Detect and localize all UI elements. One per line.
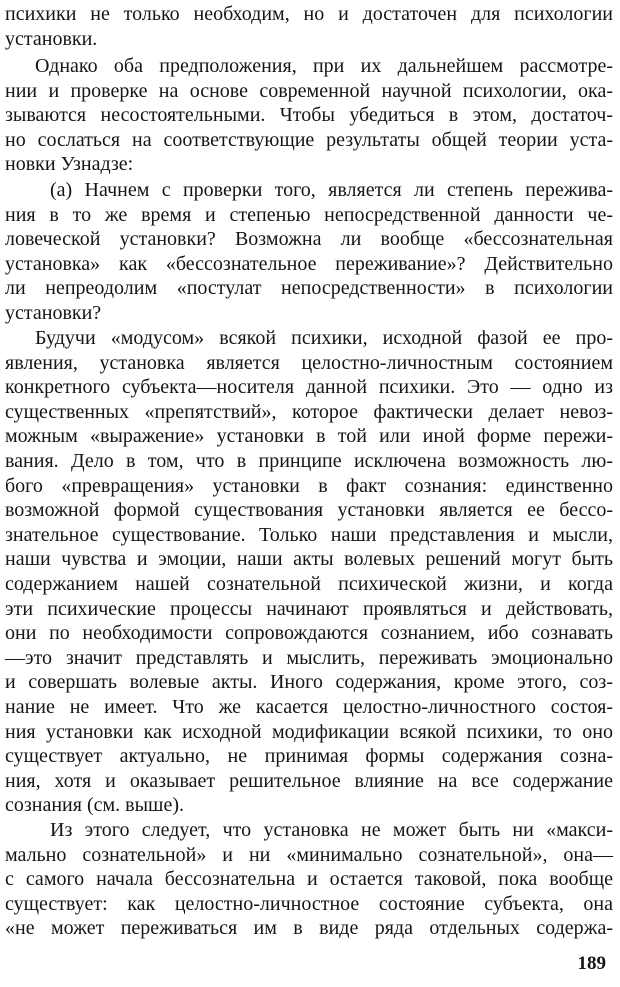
- text-line: ния, хотя и оказывает решительное влияние на все содержание: [5, 769, 613, 792]
- text-line: существенных «препятствий», которое фактически делает невоз-: [5, 400, 613, 423]
- text-line: возможной формой существования установки является ее бессо-: [5, 499, 613, 522]
- text-line: явления, установка является целостно-личностным состоянием: [5, 351, 613, 374]
- text-line: существует: как целостно-личностное состояние субъекта, она: [5, 892, 613, 915]
- text-line: нание не имеет. Что же касается целостно-личностного состоя-: [5, 695, 613, 718]
- text-line: знательное существование. Только наши представления и мысли,: [5, 523, 613, 546]
- text-line: Из этого следует, что установка не может быть ни «макси-: [50, 819, 613, 841]
- text-line: «не может переживаться им в виде ряда отдельных содержа-: [5, 917, 613, 940]
- paragraph-1: [5, 2, 613, 51]
- text-line: ния установки как исходной модификации всякой психики, то оно: [5, 720, 613, 743]
- text-line: —это значит представлять и мыслить, переживать эмоционально: [5, 646, 613, 669]
- text-line: содержанием нашей сознательной психической жизни, и когда: [5, 572, 613, 595]
- text-line: ловеческой установки? Возможна ли вообще «бессознательная: [5, 228, 613, 251]
- text-line: Будучи «модусом» всякой психики, исходной фазой ее про-: [35, 327, 613, 349]
- text-line: с самого начала бессознательна и остается таковой, пока вообще: [5, 868, 613, 891]
- text-line: установки.: [5, 27, 98, 50]
- text-line: нии и проверке на основе современной научной психологии, ока-: [5, 79, 613, 102]
- text-line: установка» как «бессознательное переживание»? Действительно: [5, 252, 613, 275]
- text-line: они по необходимости сопровождаются сознанием, ибо сознавать: [5, 622, 613, 645]
- text-line: можным «выражение» установки в той или иной форме пережи-: [5, 425, 613, 448]
- text-line: новки Узнадзе:: [5, 153, 134, 176]
- text-line: ли непреодолим «постулат непосредственности» в психологии: [5, 277, 613, 300]
- text-line: ния в то же время и степенью непосредственной данности че-: [5, 203, 613, 226]
- paragraph-5: [5, 818, 613, 941]
- text-line: установки?: [5, 301, 102, 324]
- text-line: Однако оба предположения, при их дальнейшем рассмотре-: [35, 55, 613, 77]
- text-line: существует актуально, не принимая формы содержания созна-: [5, 745, 613, 768]
- text-line: психики не только необходим, но и достаточен для психологии: [5, 3, 613, 25]
- paragraph-3: [5, 178, 613, 326]
- text-line: (а) Начнем с проверки того, является ли степень пережива-: [50, 179, 613, 201]
- paragraph-4: [5, 326, 613, 818]
- text-line: зываются несостоятельными. Чтобы убедиться в этом, достаточ-: [5, 104, 613, 127]
- text-line: бого «превращения» установки в факт сознания: единственно: [5, 474, 613, 497]
- text-line: наши чувства и эмоции, наши акты волевых решений могут быть: [5, 548, 613, 571]
- paragraph-2: [5, 54, 613, 177]
- text-line: мально сознательной» и ни «минимально сознательной», она—: [5, 843, 613, 866]
- text-line: но сослаться на соответствующие результаты общей теории уста-: [5, 128, 613, 151]
- text-line: эти психические процессы начинают проявляться и действовать,: [5, 597, 613, 620]
- text-line: сознания (см. выше).: [5, 794, 184, 817]
- text-line: и совершать волевые акты. Иного содержания, кроме этого, соз-: [5, 671, 613, 694]
- text-line: конкретного субъекта—носителя данной психики. Это — одно из: [5, 376, 613, 399]
- text-line: вания. Дело в том, что в принципе исключена возможность лю-: [5, 449, 613, 472]
- page-number: 189: [577, 953, 606, 974]
